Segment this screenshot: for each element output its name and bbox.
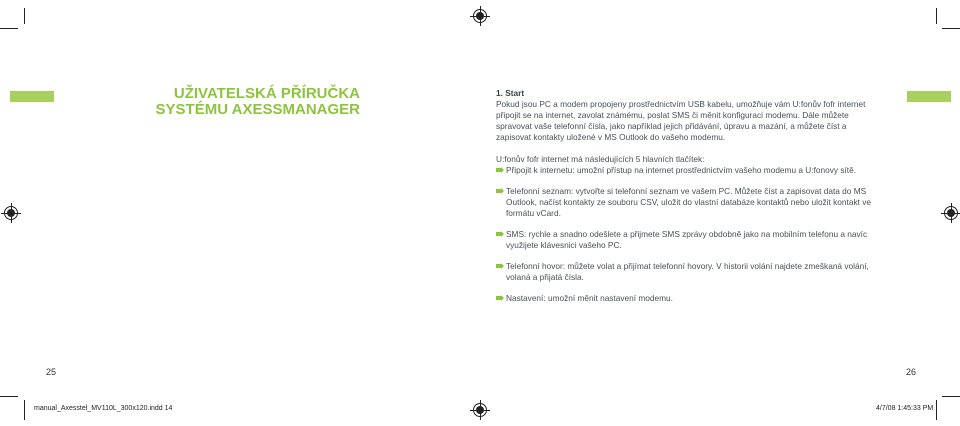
intro-paragraph: Pokud jsou PC a modem propojeny prostřednictvím USB kabelu, umožňuje vám U:fonův fofr internet připojit se na internet, zavolat známému, poslat SMS či měnit konfiguraci modemu. Dále můžete spravovat vaše telefonní čísla, jako například jejich přidávání, úpravu a mazání, a můžete číst a zapisovat kontakty uložené v MS Outlook do vašeho modemu.	[496, 99, 866, 142]
green-bar-right	[907, 91, 951, 102]
title-line-1: UŽIVATELSKÁ PŘÍRUČKA	[173, 85, 360, 102]
arrow-bullet-icon	[496, 231, 504, 237]
crop-mark	[942, 396, 960, 397]
crop-mark	[0, 396, 18, 397]
feature-item	[496, 186, 876, 219]
registration-mark-icon	[473, 403, 487, 417]
feature-text: Telefonní hovor: můžete volat a přijímat telefonní hovory. V historii volání najdete zmeškaná volání, volaná a přijatá čísla.	[506, 261, 869, 282]
feature-item	[496, 229, 876, 251]
crop-mark	[24, 400, 25, 420]
registration-mark-icon	[473, 9, 487, 23]
crop-mark	[0, 28, 18, 29]
green-bar-left	[10, 91, 54, 102]
crop-mark	[942, 28, 960, 29]
feature-item	[496, 293, 876, 304]
features-intro: U:fonův fofr internet má následujících 5 hlavních tlačítek:	[496, 154, 705, 164]
feature-text: SMS: rychle a snadno odešlete a přijmete SMS zprávy obdobně jako na mobilním telefonu a navíc využijete klávesnici vašeho PC.	[506, 229, 868, 250]
arrow-bullet-icon	[496, 263, 504, 269]
main-content	[496, 88, 876, 304]
feature-text: Připojit k internetu: umožní přístup na internet prostřednictvím vašeho modemu a U:fonovy sítě.	[506, 165, 857, 175]
slug-timestamp: 4/7/08 1:45:33 PM	[876, 405, 934, 412]
title-line-2: SYSTÉMU AXESSMANAGER	[155, 101, 360, 118]
crop-mark	[936, 8, 937, 24]
document-title	[150, 86, 360, 118]
arrow-bullet-icon	[496, 167, 504, 173]
feature-item	[496, 261, 876, 283]
page-number-left: 25	[46, 367, 57, 377]
feature-item	[496, 165, 876, 176]
crop-mark	[24, 8, 25, 24]
slug-filename: manual_Axesstel_MV110L_300x120.indd 14	[34, 405, 173, 412]
arrow-bullet-icon	[496, 188, 504, 194]
section-heading: 1. Start	[496, 88, 525, 98]
registration-mark-icon	[944, 206, 958, 220]
crop-mark	[936, 400, 937, 420]
feature-text: Telefonní seznam: vytvořte si telefonní seznam ve vašem PC. Můžete číst a zapisovat data do MS Outlook, načíst kontakty ze souboru CSV, uložit do vlastní databáze kontaktů nebo uložit kontakt ve formátu vCard.	[506, 186, 871, 218]
page-number-right: 26	[906, 367, 917, 377]
arrow-bullet-icon	[496, 295, 504, 301]
registration-mark-icon	[4, 206, 18, 220]
feature-text: Nastavení: umožní měnit nastavení modemu.	[506, 293, 673, 303]
